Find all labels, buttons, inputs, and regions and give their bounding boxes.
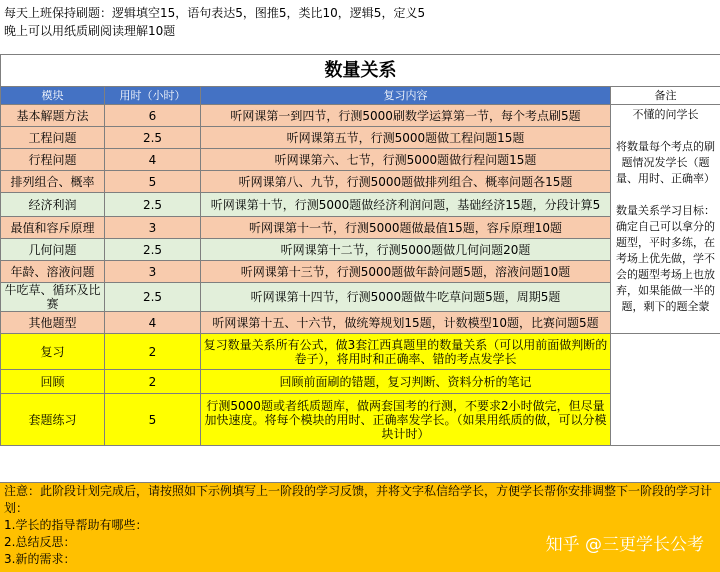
cell-module: 牛吃草、循环及比赛 [1,283,105,312]
cell-module: 排列组合、概率 [1,171,105,193]
cell-hours: 3 [105,261,201,283]
cell-hours: 2 [105,334,201,370]
table-row [1,105,720,127]
header-module: 模块 [1,87,105,105]
cell-module: 套题练习 [1,394,105,446]
cell-content: 听网课第十二节，行测5000题做几何问题20题 [201,239,611,261]
table-title: 数量关系 [1,55,720,87]
cell-module: 几何问题 [1,239,105,261]
feedback-line3: 2.总结反思： [4,535,76,549]
watermark: 知乎 @三更学长公考 [545,535,704,555]
cell-content: 听网课第一到四节，行测5000刷数学运算第一节，每个考点刷5题 [201,105,611,127]
header-hours: 用时（小时） [105,87,201,105]
cell-content: 听网课第十四节，行测5000题做牛吃草问题5题，周期5题 [201,283,611,312]
cell-content: 听网课第十五、十六节，做统筹规划15题，计数模型10题，比赛问题5题 [201,312,611,334]
cell-content: 听网课第八、九节，行测5000题做排列组合、概率问题各15题 [201,171,611,193]
cell-module: 最值和容斥原理 [1,217,105,239]
cell-module: 基本解题方法 [1,105,105,127]
cell-hours: 6 [105,105,201,127]
top-note-line1: 每天上班保持刷题：逻辑填空15，语句表达5，图推5，类比10，逻辑5，定义5 [4,6,426,20]
cell-module: 回顾 [1,370,105,394]
cell-hours: 2.5 [105,239,201,261]
cell-content: 听网课第十三节，行测5000题做年龄问题5题，溶液问题10题 [201,261,611,283]
cell-content: 听网课第六、七节，行测5000题做行程问题15题 [201,149,611,171]
cell-module: 其他题型 [1,312,105,334]
cell-hours: 2 [105,370,201,394]
cell-content: 复习数量关系所有公式，做3套江西真题里的数量关系（可以用前面做判断的卷子），将用时和正确率、错的考点发学长 [201,334,611,370]
feedback-line4: 3.新的需求： [4,552,76,566]
cell-content: 听网课第五节，行测5000题做工程问题15题 [201,127,611,149]
cell-hours: 5 [105,171,201,193]
study-plan-table [0,54,720,446]
feedback-note [0,482,720,572]
cell-hours: 4 [105,312,201,334]
cell-hours: 2.5 [105,193,201,217]
cell-module: 经济利润 [1,193,105,217]
cell-hours: 3 [105,217,201,239]
top-note-line2: 晚上可以用纸质刷阅读理解10题 [4,24,176,38]
cell-hours: 2.5 [105,127,201,149]
header-note: 备注 [611,87,720,105]
top-note [4,4,425,40]
cell-module: 复习 [1,334,105,370]
note-empty-cell [611,334,720,446]
header-content: 复习内容 [201,87,611,105]
cell-content: 听网课第十一节，行测5000题做最值15题，容斥原理10题 [201,217,611,239]
cell-content: 行测5000题或者纸质题库，做两套国考的行测，不要求2小时做完，但尽量加快速度。将每个模块的用时、正确率发学长。（如果用纸质的做，可以分模块计时） [201,394,611,446]
cell-content: 听网课第十节，行测5000题做经济利润问题，基础经济15题，分段计算5 [201,193,611,217]
table-row [1,334,720,370]
cell-hours: 5 [105,394,201,446]
cell-content: 回顾前面刷的错题，复习判断、资料分析的笔记 [201,370,611,394]
cell-hours: 2.5 [105,283,201,312]
feedback-line1: 注意：此阶段计划完成后，请按照如下示例填写上一阶段的学习反馈，并将文字私信给学长，方便学长帮你安排调整下一阶段的学习计划： [4,484,713,515]
feedback-line2: 1.学长的指导帮助有哪些： [4,518,148,532]
note-cell: 不懂的问学长 将数量每个考点的刷题情况发学长（题量、用时、正确率） 数量关系学习目标：确定自己可以拿分的题型，平时多练，在考场上优先做，学不会的题型考场上也放弃，如果能做一半的题，剩下的题全蒙 [611,105,720,334]
cell-hours: 4 [105,149,201,171]
cell-module: 行程问题 [1,149,105,171]
cell-module: 年龄、溶液问题 [1,261,105,283]
cell-module: 工程问题 [1,127,105,149]
